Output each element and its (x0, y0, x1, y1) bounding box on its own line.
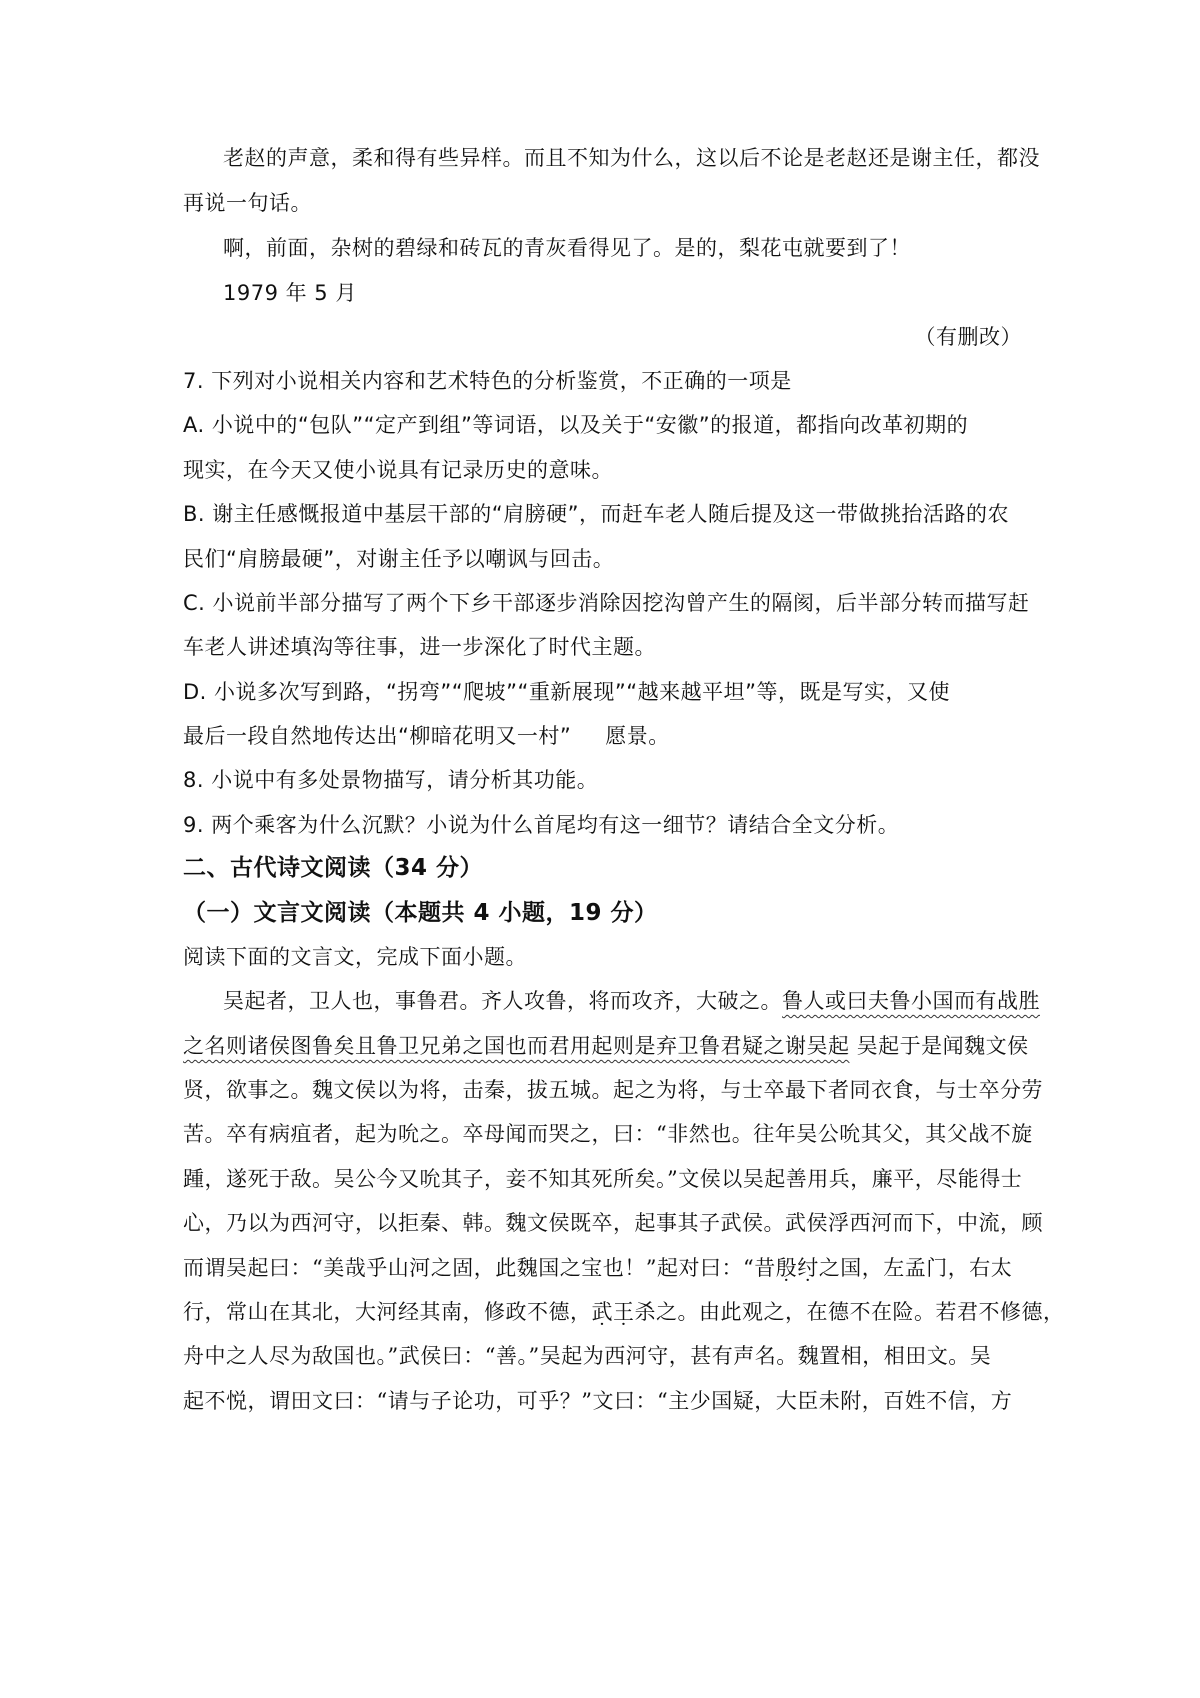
subsection-heading: （一）文言文阅读（本题共 4 小题，19 分） (183, 900, 658, 926)
question-8: 8. 小说中有多处景物描写，请分析其功能。 (183, 768, 599, 792)
classical-text-line (183, 1253, 1012, 1283)
novel-paragraph-line: 啊，前面，杂树的碧绿和砖瓦的青灰看得见了。是的，梨花屯就要到了！ (223, 236, 911, 260)
section-heading: 二、古代诗文阅读（34 分） (183, 855, 484, 881)
option-a-line: 现实，在今天又使小说具有记录历史的意味。 (183, 458, 613, 482)
classical-text: 而谓吴起曰：“美哉乎山河之固，此魏国之宝也！”起对曰：“昔 (183, 1256, 776, 1280)
classical-text-line: 苦。卒有病疽者，起为吮之。卒母闻而哭之，曰：“非然也。往年吴公吮其父，其父战不旋 (183, 1122, 1033, 1146)
option-d-text: 最后一段自然地传达出“柳暗花明又一村” (183, 724, 572, 748)
classical-text-line (183, 1031, 1029, 1061)
classical-text-line: 心，乃以为西河守，以拒秦、韩。魏文侯既卒，起事其子武侯。武侯浮西河而下，中流，顾 (183, 1211, 1043, 1235)
classical-text: 吴起者，卫人也，事鲁君。齐人攻鲁，将而攻齐，大破之。 (223, 989, 782, 1013)
dotted-char: 纣 (797, 1256, 819, 1280)
dotted-char: 武 (591, 1300, 613, 1324)
option-d-line (183, 721, 670, 751)
classical-text-line: 踵，遂死于敌。吴公今又吮其子，妾不知其死所矣。”文侯以吴起善用兵，廉平，尽能得士 (183, 1167, 1023, 1191)
classical-text: 杀之。由此观之，在德不在险。若君不修德， (634, 1300, 1065, 1324)
option-d-line: D. 小说多次写到路，“拐弯”“爬坡”“重新展现”“越来越平坦”等，既是写实，又使 (183, 680, 951, 704)
option-b-line: 民们“肩膀最硬”，对谢主任予以嘲讽与回击。 (183, 547, 615, 571)
option-c-line: 车老人讲述填沟等往事，进一步深化了时代主题。 (183, 635, 656, 659)
classical-text-line (223, 986, 1040, 1016)
classical-text: 行，常山在其北，大河经其南，修政不德， (183, 1300, 592, 1324)
option-d-text: 愿景。 (605, 724, 670, 748)
reading-instruction: 阅读下面的文言文，完成下面小题。 (183, 945, 527, 969)
question-9: 9. 两个乘客为什么沉默？小说为什么首尾均有这一细节？请结合全文分析。 (183, 813, 900, 837)
classical-text-line: 起不悦，谓田文曰：“请与子论功，可乎？”文曰：“主少国疑，大臣未附，百姓不信，方 (183, 1389, 1013, 1413)
dotted-char: 殷 (775, 1256, 798, 1280)
classical-text-line (183, 1297, 1065, 1327)
novel-date: 1979 年 5 月 (223, 281, 357, 305)
question-7-stem: 7. 下列对小说相关内容和艺术特色的分析鉴赏，不正确的一项是 (183, 369, 792, 393)
option-a-line: A. 小说中的“包队”“定产到组”等词语，以及关于“安徽”的报道，都指向改革初期的 (183, 413, 969, 437)
classical-text-line: 贤，欲事之。魏文侯以为将，击秦，拔五城。起之为将，与士卒最下者同衣食，与士卒分劳 (183, 1078, 1043, 1102)
classical-text-line: 舟中之人尽为敌国也。”武侯曰：“善。”吴起为西河守，甚有声名。魏置相，相田文。吴 (183, 1344, 992, 1368)
wavy-underlined-text: 之名则诸侯图鲁矣且鲁卫兄弟之国也而君用起则是弃卫鲁君疑之谢吴起 (183, 1034, 850, 1058)
option-b-line: B. 谢主任感慨报道中基层干部的“肩膀硬”，而赶车老人随后提及这一带做挑抬活路的农 (183, 502, 1010, 526)
dotted-char: 王 (613, 1300, 635, 1324)
novel-paragraph-line: 再说一句话。 (183, 191, 312, 215)
option-c-line: C. 小说前半部分描写了两个下乡干部逐步消除因挖沟曾产生的隔阂，后半部分转而描写赶 (183, 591, 1030, 615)
novel-paragraph-line: 老赵的声意，柔和得有些异样。而且不知为什么，这以后不论是老赵还是谢主任，都没 (223, 146, 1040, 170)
classical-text: 之国，左孟门，右太 (818, 1256, 1013, 1280)
wavy-underlined-text: 鲁人或曰夫鲁小国而有战胜 (782, 989, 1040, 1013)
classical-text: 吴起于是闻魏文侯 (849, 1034, 1029, 1058)
source-note: （有删改） (914, 325, 1022, 349)
